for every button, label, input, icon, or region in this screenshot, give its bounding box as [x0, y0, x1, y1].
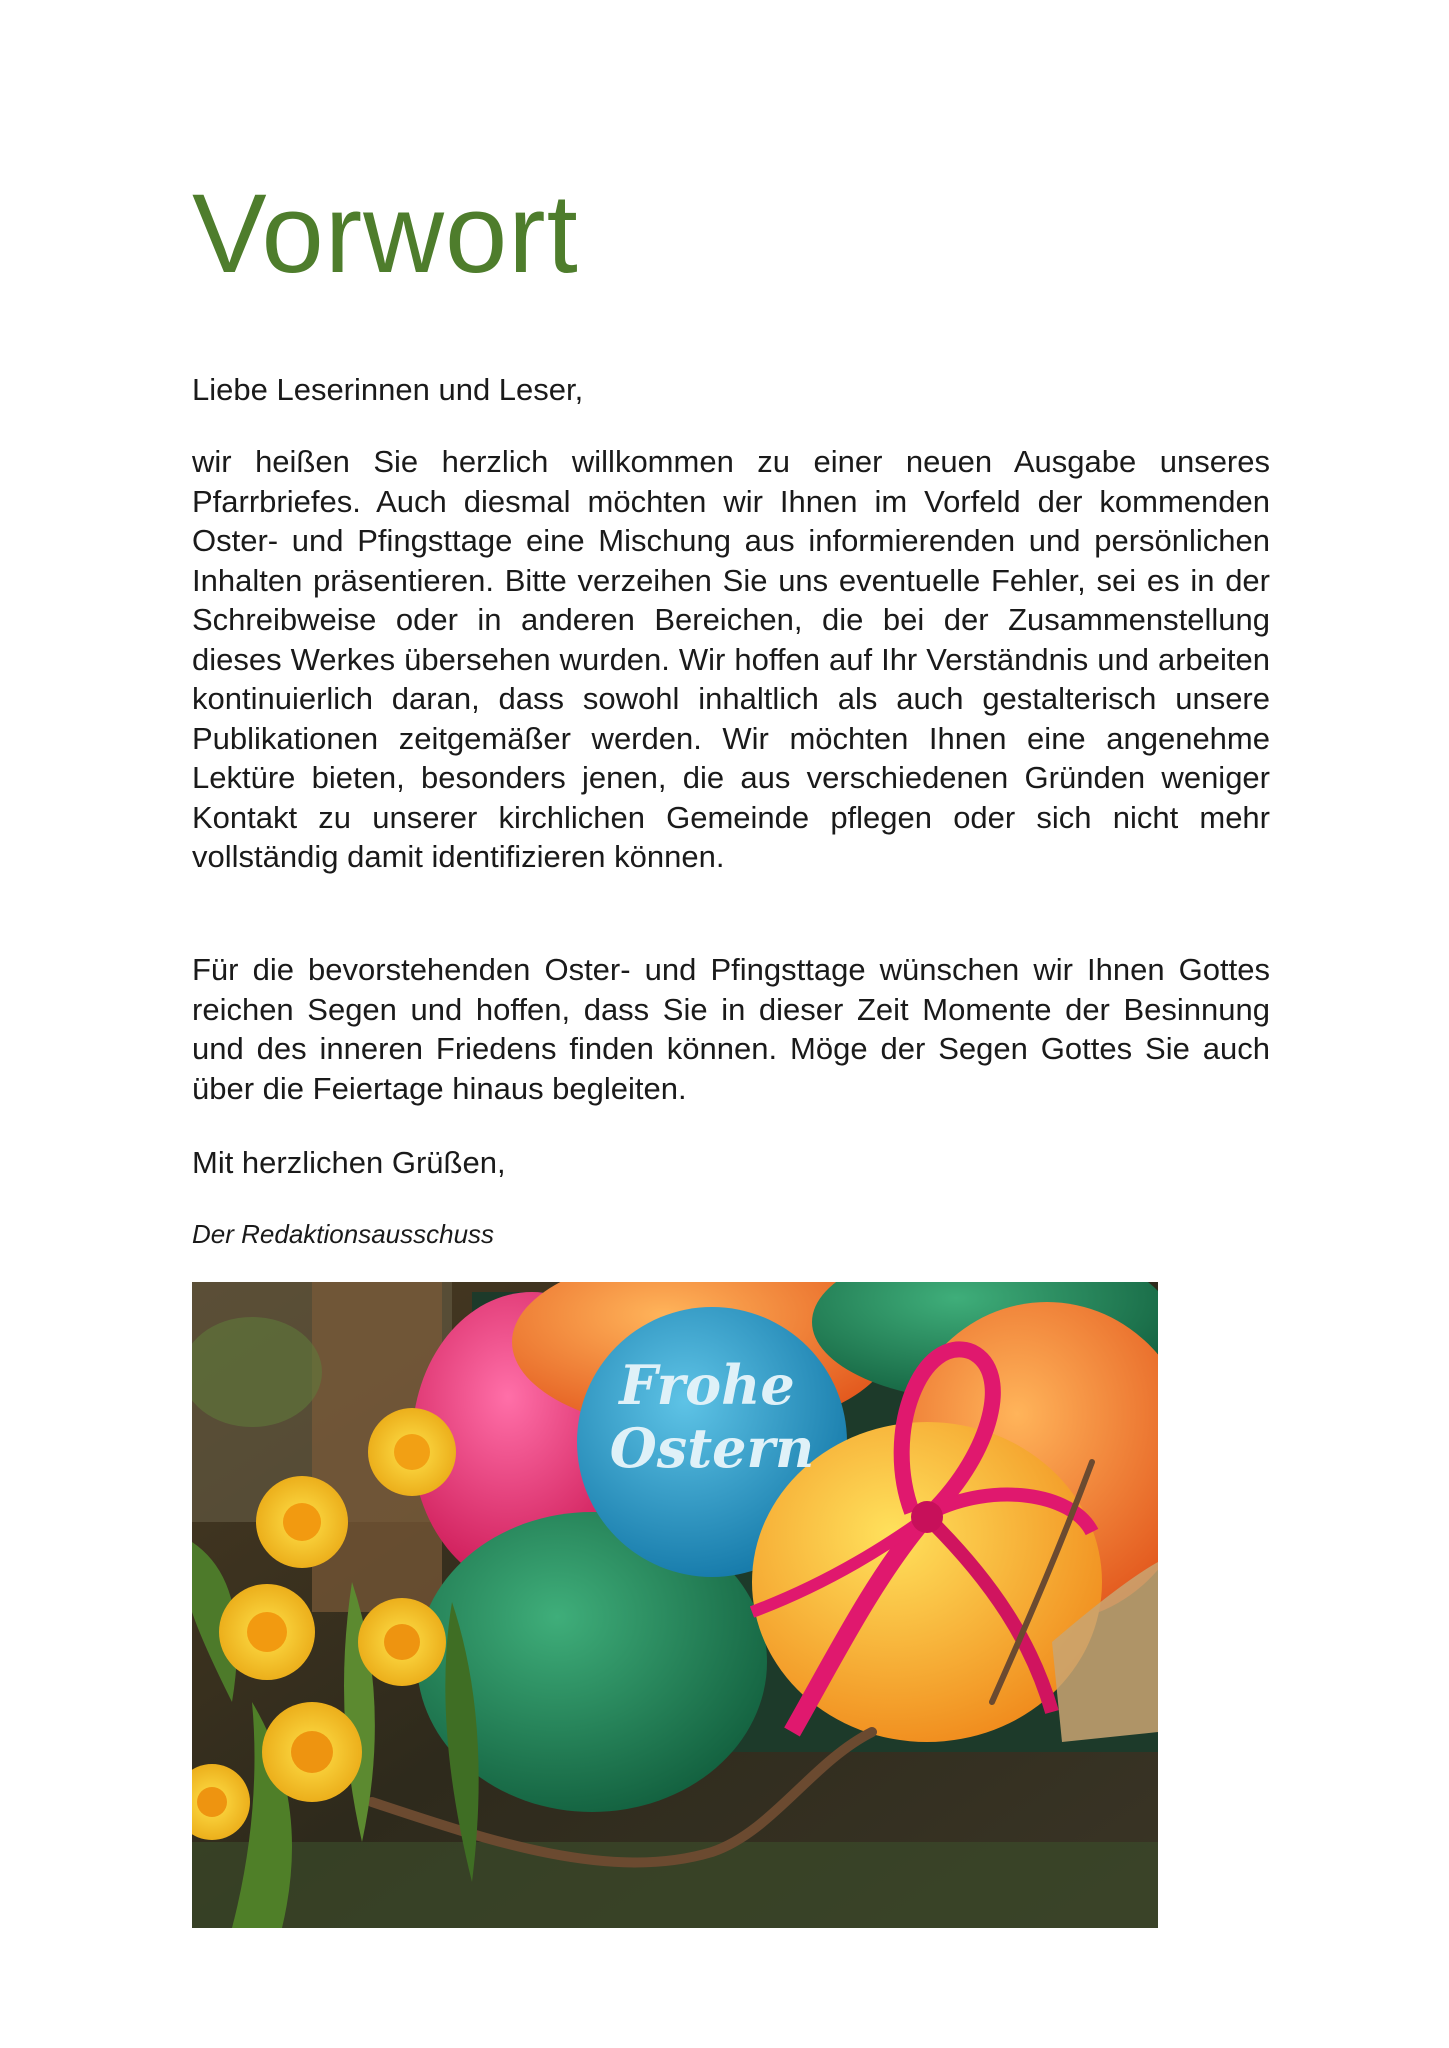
- easter-photo: [192, 1282, 1158, 1928]
- signature: Der Redaktionsausschuss: [192, 1219, 495, 1249]
- egg-text-ostern: Ostern: [609, 1416, 815, 1480]
- salutation: Liebe Leserinnen und Leser,: [192, 372, 584, 407]
- paragraph-blessing: Für die bevorstehenden Oster- und Pfingsttage wünschen wir Ihnen Gottes reichen Segen und hoffen, dass Sie in dieser Zeit Momente der Besinnung und des inneren Friedens finden können. Möge der Segen Gottes Sie auch über die Feiertage hinaus begleiten.: [192, 952, 1270, 1106]
- closing-greeting: Mit herzlichen Grüßen,: [192, 1145, 506, 1180]
- paragraph-intro: wir heißen Sie herzlich willkommen zu einer neuen Ausgabe unseres Pfarrbriefes. Auch diesmal möchten wir Ihnen im Vorfeld der kommenden Oster- und Pfingsttage eine Mischung aus informierenden und persönlichen Inhalten präsentieren. Bitte verzeihen Sie uns eventuelle Fehler, sei es in der Schreibweise oder in anderen Bereichen, die bei der Zusammenstellung dieses Werkes übersehen wurden. Wir hoffen auf Ihr Verständnis und arbeiten kontinuierlich daran, dass sowohl inhaltlich als auch gestalterisch unsere Publikationen zeitgemäßer werden. Wir möchten Ihnen eine angenehme Lektüre bieten, besonders jenen, die aus verschiedenen Gründen weniger Kontakt zu unserer kirchlichen Gemeinde pflegen oder sich nicht mehr vollständig damit identifizieren können.: [192, 444, 1270, 874]
- egg-text-frohe: Frohe: [619, 1353, 795, 1417]
- page-title: Vorwort: [192, 171, 579, 296]
